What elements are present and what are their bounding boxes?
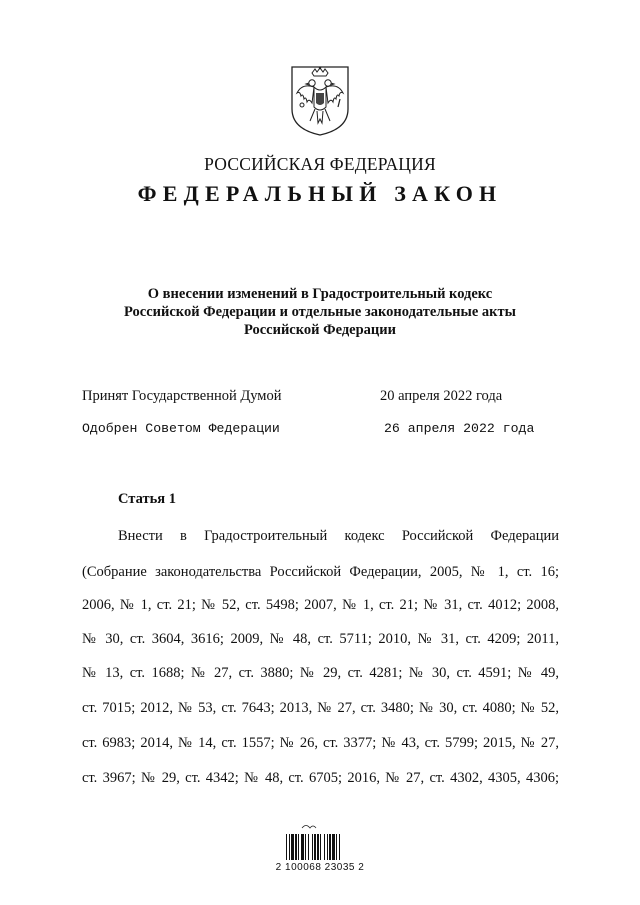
article-text-line: ст. 7015; 2012, № 53, ст. 7643; 2013, № 27, ст. 3480; № 30, ст. 4080; № 52, <box>82 700 559 716</box>
article-text-line: № 13, ст. 1688; № 27, ст. 3880; № 29, ст. 4281; № 30, ст. 4591; № 49, <box>82 665 559 681</box>
country-name: РОССИЙСКАЯ ФЕДЕРАЦИЯ <box>204 154 436 174</box>
article-text-line: № 30, ст. 3604, 3616; 2009, № 48, ст. 5711; 2010, № 31, ст. 4209; 2011, <box>82 631 559 647</box>
title-line: Российской Федерации и отдельные законодательные акты <box>124 304 516 320</box>
council-approval-date: 26 апреля 2022 года <box>384 421 535 436</box>
title-line: О внесении изменений в Градостроительный кодекс <box>147 286 493 302</box>
council-approval-label: Одобрен Советом Федерации <box>82 421 280 436</box>
article-text-line: Внести в Градостроительный кодекс Российской Федерации <box>118 528 559 544</box>
duma-adoption-label: Принят Государственной Думой <box>82 388 282 404</box>
law-title <box>80 285 560 339</box>
article-text-line: 2006, № 1, ст. 21; № 52, ст. 5498; 2007, № 1, ст. 21; № 31, ст. 4012; 2008, <box>82 597 559 613</box>
title-line: Российской Федерации <box>243 322 396 338</box>
coat-of-arms-emblem <box>288 63 352 137</box>
barcode-image <box>284 822 360 890</box>
duma-adoption-date: 20 апреля 2022 года <box>380 388 503 404</box>
article-text-line: ст. 6983; 2014, № 14, ст. 1557; № 26, ст. 3377; № 43, ст. 5799; 2015, № 27, <box>82 735 559 751</box>
document-type: ФЕДЕРАЛЬНЫЙ ЗАКОН <box>137 181 503 206</box>
article-heading: Статья 1 <box>118 491 176 507</box>
article-text-line: ст. 3967; № 29, ст. 4342; № 48, ст. 6705; 2016, № 27, ст. 4302, 4305, 4306; <box>82 770 559 786</box>
article-text-line: (Собрание законодательства Российской Федерации, 2005, № 1, ст. 16; <box>82 564 559 580</box>
barcode-number: 2 100068 23035 2 <box>275 862 365 873</box>
